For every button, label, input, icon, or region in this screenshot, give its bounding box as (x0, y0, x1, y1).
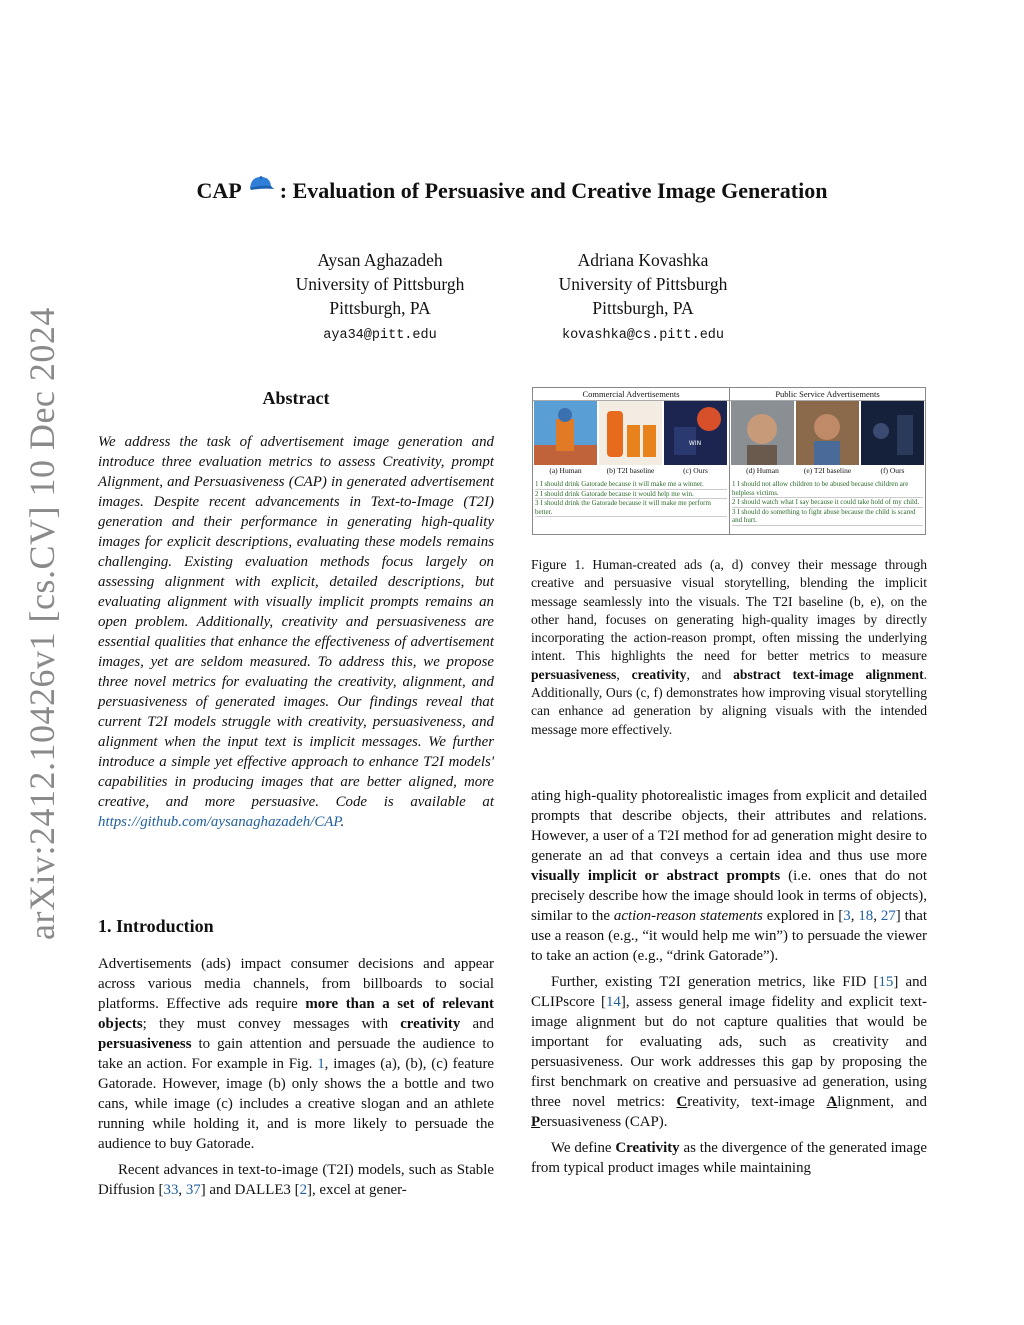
text-run: ], excel at gener- (307, 1182, 407, 1198)
text-run: ], assess general image fidelity and explicit text-image alignment but do not capture qualities that would be important for evaluating ads, such as creativity and persuasiveness. Our work addresses this gap by proposing the first benchmark on creative and persuasive ad generation, using three novel metrics: (531, 994, 927, 1110)
action-reason-line: 2 I should watch what I say because it could take hold of my child. (732, 498, 923, 508)
text-run: . Additionally, Ours (c, f) demonstrates how improving visual storytelling can enhance ad generation by aligning visuals with the intended message more effectively. (531, 666, 928, 737)
bold-run: visually implicit or abstract prompts (531, 868, 781, 884)
citation-link[interactable]: 37 (185, 1182, 201, 1198)
section-heading-introduction: 1. Introduction (98, 916, 214, 936)
caption-d: (d) Human (746, 466, 779, 475)
figure-1-caption (531, 556, 927, 739)
action-reason-line: 3 I should do something to fight abuse because the child is scared and hurt. (732, 508, 923, 526)
text-run: as the divergence of the generated image from typical product images while maintaining (531, 1140, 928, 1176)
ad-image-f (861, 401, 924, 465)
caption-e: (e) T2I baseline (803, 466, 852, 475)
author-block-1 (270, 248, 490, 348)
citation-link[interactable]: 3 (843, 908, 851, 924)
baseball-cap-icon (246, 174, 276, 200)
citation-link[interactable]: 27 (880, 908, 896, 924)
ad-image-d (731, 401, 794, 465)
acronym-letter: A (826, 1094, 838, 1110)
author-email[interactable]: aya34@pitt.edu (323, 328, 437, 343)
author-block-2 (533, 248, 753, 348)
bold-run: persuasiveness (531, 666, 617, 682)
text-run: explored in [ (762, 908, 844, 924)
text-run: (i.e. ones that do not precisely describe how the image should look in terms of objects), similar to the (531, 868, 927, 924)
figure-1 (532, 387, 926, 535)
action-reason-line: 1 I should not allow children to be abused because children are helpless victims. (732, 480, 923, 498)
text-run: ] and DALLE3 [ (200, 1182, 300, 1198)
text-run: , (873, 908, 881, 924)
commercial-ads-panel (533, 388, 730, 534)
caption-f: (f) Ours (880, 466, 905, 475)
action-reason-line: 2 I should drink Gatorade because it would help me win. (535, 490, 727, 500)
right-paragraph-3 (531, 1138, 927, 1178)
title-rest: : Evaluation of Persuasive and Creative Image Generation (279, 178, 828, 203)
abstract-heading: Abstract (262, 388, 330, 408)
code-link[interactable]: https://github.com/aysanaghazadeh/CAP (98, 814, 341, 830)
citation-link[interactable]: 33 (163, 1182, 179, 1198)
action-reason-list (732, 480, 923, 526)
text-run: ating high-quality photorealistic images from explicit and detailed prompts that describe objects, their attributes and relations. However, a user of a T2I method for ad generation might desire to generate an ad that conveys a certain idea and thus use more (531, 788, 927, 864)
figure-ref-link[interactable]: 1 (317, 1056, 325, 1072)
text-run: , (616, 666, 632, 682)
citation-link[interactable]: 18 (858, 908, 874, 924)
right-paragraph-2 (531, 972, 927, 1132)
caption-b: (b) T2I baseline (606, 466, 655, 475)
abstract-text (98, 432, 494, 832)
author-email[interactable]: kovashka@cs.pitt.edu (561, 328, 725, 343)
right-paragraph-1 (531, 786, 927, 966)
text-run: ] and CLIPscore [ (531, 974, 928, 1010)
text-run: Advertisements (ads) impact consumer decisions and appear across various media channels, from billboards to social platforms. Effective ads require (98, 956, 494, 1012)
citation-link[interactable]: 15 (878, 974, 894, 990)
bold-run: persuasiveness (98, 1036, 192, 1052)
title-prefix: CAP (196, 178, 242, 203)
text-run: ersuasiveness (CAP). (540, 1114, 668, 1130)
acronym-letter: C (676, 1094, 688, 1110)
author-affiliation: University of Pittsburgh (558, 274, 728, 294)
caption-c: (c) Ours (683, 466, 708, 475)
author-location: Pittsburgh, PA (592, 298, 694, 318)
ad-image-a (534, 401, 597, 465)
citation-link[interactable]: 2 (299, 1182, 308, 1198)
bold-run: creativity (631, 666, 687, 682)
abstract-body: We address the task of advertisement image generation and introduce three evaluation metrics to assess Creativity, prompt Alignment, and Persuasiveness (CAP) in generated advertisement images. Despite recent advancements in Text-to-Image (T2I) generation and their performance in generating high-quality images for explicit descriptions, evaluating these models remains challenging. Existing evaluation methods focus largely on assessing alignment with explicit, detailed descriptions, but evaluating alignment with visually implicit prompts remains an open problem. Additionally, creativity and persuasiveness are essential qualities that enhance the effectiveness of advertisement images, yet are seldom measured. To address this, we propose three novel metrics for evaluating the creativity, alignment, and persuasiveness of generated images. Our findings reveal that current T2I models struggle with creativity, persuasiveness, and alignment when the input text is implicit messages. We further introduce a simple yet effective approach to enhance T2I models' capabilities in producing images that are better aligned, more creative, and more persuasive. Code is available at (98, 434, 494, 810)
author-location: Pittsburgh, PA (329, 298, 431, 318)
text-run: to gain attention and persuade the audience to take an action. For example in Fig. (98, 1036, 494, 1072)
arxiv-identifier-stamp: arXiv:2412.10426v1 [cs.CV] 10 Dec 2024 (22, 307, 62, 940)
svg-text:WIN: WIN (688, 440, 702, 447)
text-run: and (460, 1016, 494, 1032)
citation-link[interactable]: 14 (605, 994, 621, 1010)
text-run: Further, existing T2I generation metrics, like FID [ (551, 974, 879, 990)
text-run: Recent advances in text-to-image (T2I) models, such as Stable Diffusion [ (98, 1162, 494, 1198)
text-run: We define (551, 1140, 616, 1156)
introduction-text (98, 954, 494, 1200)
intro-paragraph-2 (98, 1160, 494, 1200)
ad-image-b (599, 401, 662, 465)
text-run: , and (686, 666, 734, 682)
panel-header: Public Service Advertisements (730, 388, 925, 401)
author-name: Adriana Kovashka (577, 250, 709, 270)
text-run: , images (a), (b), (c) feature Gatorade. However, image (b) only shows the a bottle and two cans, while image (c) includes a creative slogan and an athlete running while holding it, and is more likely to persuade the audience to buy Gatorade. (98, 1056, 495, 1152)
paper-title (0, 178, 1024, 206)
action-reason-line: 3 I should drink the Gatorade because it will make me perform better. (535, 499, 727, 517)
bold-run: abstract text-image alignment (733, 666, 924, 682)
bold-run: more than a set of relevant objects (98, 996, 494, 1032)
text-run: ; they must convey messages with (142, 1016, 401, 1032)
bold-run: creativity (400, 1016, 461, 1032)
caption-a: (a) Human (549, 466, 582, 475)
ad-image-e (796, 401, 859, 465)
right-column-text (531, 786, 927, 1178)
author-affiliation: University of Pittsburgh (295, 274, 465, 294)
abstract-end: . (340, 814, 345, 830)
italic-run: action-reason statements (613, 908, 763, 924)
text-run: lignment, and (837, 1094, 927, 1110)
bold-run: Creativity (615, 1140, 680, 1156)
text-run: , (850, 908, 859, 924)
intro-paragraph-1 (98, 954, 494, 1154)
action-reason-list (535, 480, 727, 517)
text-run: Figure 1. Human-created ads (a, d) convey their message through creative and persuasive visual storytelling, blending the implicit message seamlessly into the visuals. The T2I baseline (b, e), on the other hand, focuses on generating high-quality images by directly incorporating the action-reason prompt, often missing the underlying intent. This highlights the need for better metrics to measure (531, 557, 927, 664)
public-service-ads-panel (730, 388, 925, 534)
author-name: Aysan Aghazadeh (317, 250, 443, 270)
text-run: , (178, 1182, 186, 1198)
text-run: ] that use a reason (e.g., “it would help me win”) to persuade the viewer to take an action (e.g., “drink Gatorade”). (531, 908, 928, 964)
text-run: reativity, text-image (687, 1094, 827, 1110)
ad-image-c (664, 401, 727, 465)
panel-header: Commercial Advertisements (533, 388, 729, 401)
acronym-letter: P (531, 1114, 541, 1130)
action-reason-line: 1 I should drink Gatorade because it will make me a winner. (535, 480, 727, 490)
